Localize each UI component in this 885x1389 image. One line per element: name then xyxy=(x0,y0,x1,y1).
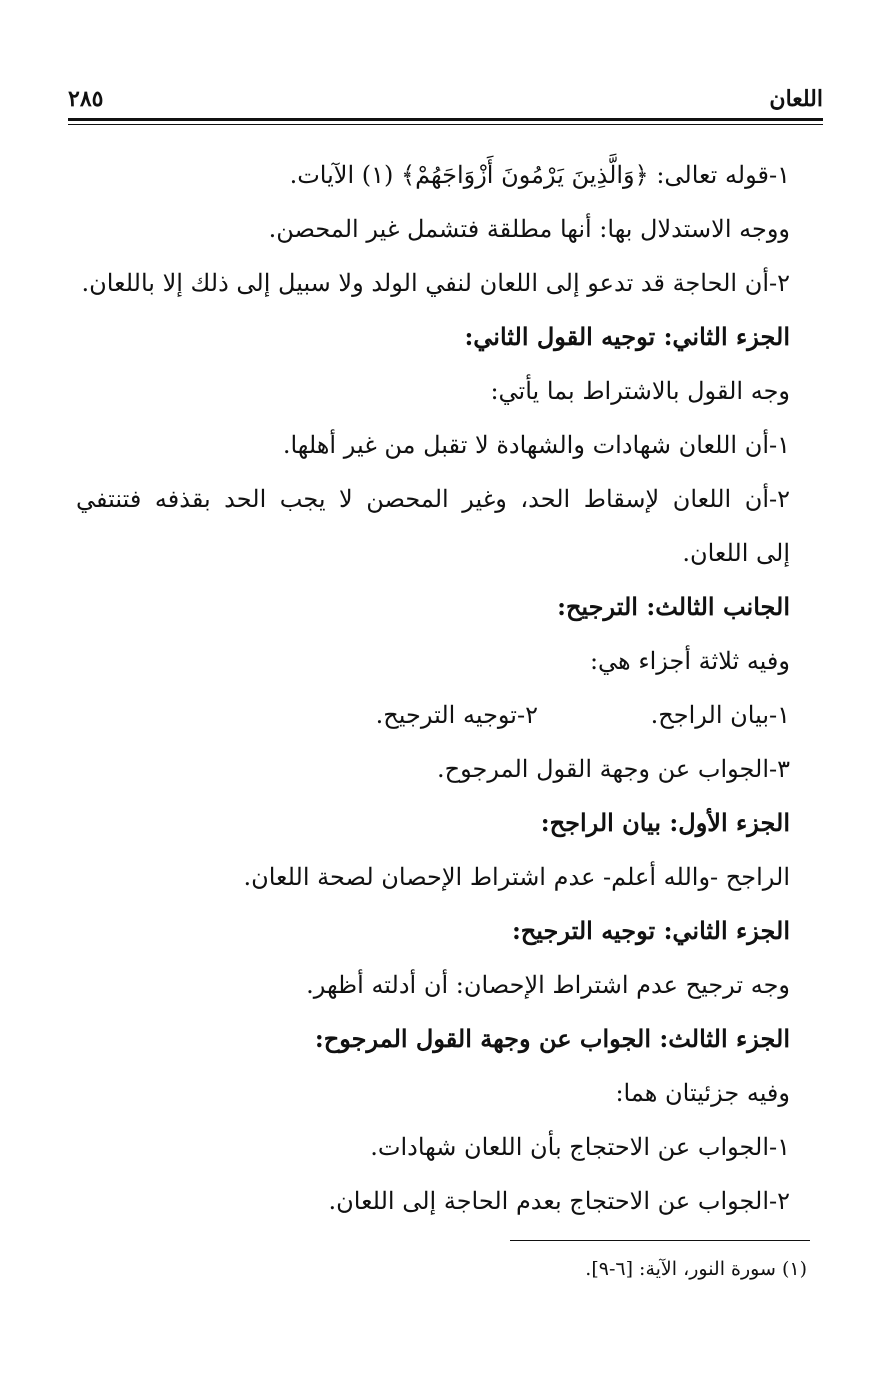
text-line: ٢-الجواب عن الاحتجاج بعدم الحاجة إلى اللعان. xyxy=(328,1187,790,1215)
chapter-title: اللعان xyxy=(769,86,823,112)
text-line: وجه القول بالاشتراط بما يأتي: xyxy=(490,377,790,405)
header-rule-thin xyxy=(68,124,823,125)
list-item: ٢-توجيه الترجيح. xyxy=(375,701,538,729)
text-line: ١-أن اللعان شهادات والشهادة لا تقبل من غير أهلها. xyxy=(282,431,790,459)
page-header xyxy=(68,86,823,116)
text-line: الراجح -والله أعلم- عدم اشتراط الإحصان لصحة اللعان. xyxy=(243,863,790,891)
section-heading: الجزء الثاني: توجيه الترجيح: xyxy=(511,916,790,945)
page-number: ٢٨٥ xyxy=(68,86,104,112)
text-line: ١-الجواب عن الاحتجاج بأن اللعان شهادات. xyxy=(370,1133,790,1161)
header-rule-thick xyxy=(68,118,823,121)
text-line: ٢-أن اللعان لإسقاط الحد، وغير المحصن لا يجب الحد بقذفه فتنتفي xyxy=(76,485,790,513)
text-line: وفيه ثلاثة أجزاء هي: xyxy=(589,647,790,675)
section-heading: الجانب الثالث: الترجيح: xyxy=(557,592,790,621)
section-heading: الجزء الأول: بيان الراجح: xyxy=(540,808,790,837)
text-line: وفيه جزئيتان هما: xyxy=(615,1079,790,1107)
section-heading: الجزء الثاني: توجيه القول الثاني: xyxy=(464,322,790,351)
page-body xyxy=(76,148,790,1228)
text-line: ١-قوله تعالى: ﴿وَالَّذِينَ يَرْمُونَ أَزْوَاجَهُمْ﴾ (١) الآيات. xyxy=(289,161,790,189)
text-line: ووجه الاستدلال بها: أنها مطلقة فتشمل غير المحصن. xyxy=(268,215,790,243)
text-line: ٢-أن الحاجة قد تدعو إلى اللعان لنفي الولد ولا سبيل إلى ذلك إلا باللعان. xyxy=(81,269,790,297)
text-line: وجه ترجيح عدم اشتراط الإحصان: أن أدلته أظهر. xyxy=(306,971,790,999)
footnote-rule xyxy=(510,1240,810,1241)
text-line: إلى اللعان. xyxy=(682,539,790,567)
two-column-line xyxy=(76,688,790,742)
footnote: (١) سورة النور، الآية: [٦-٩]. xyxy=(585,1258,807,1280)
section-heading: الجزء الثالث: الجواب عن وجهة القول المرجوح: xyxy=(314,1024,790,1053)
text-line: ٣-الجواب عن وجهة القول المرجوح. xyxy=(436,755,790,783)
list-item: ١-بيان الراجح. xyxy=(650,701,790,729)
